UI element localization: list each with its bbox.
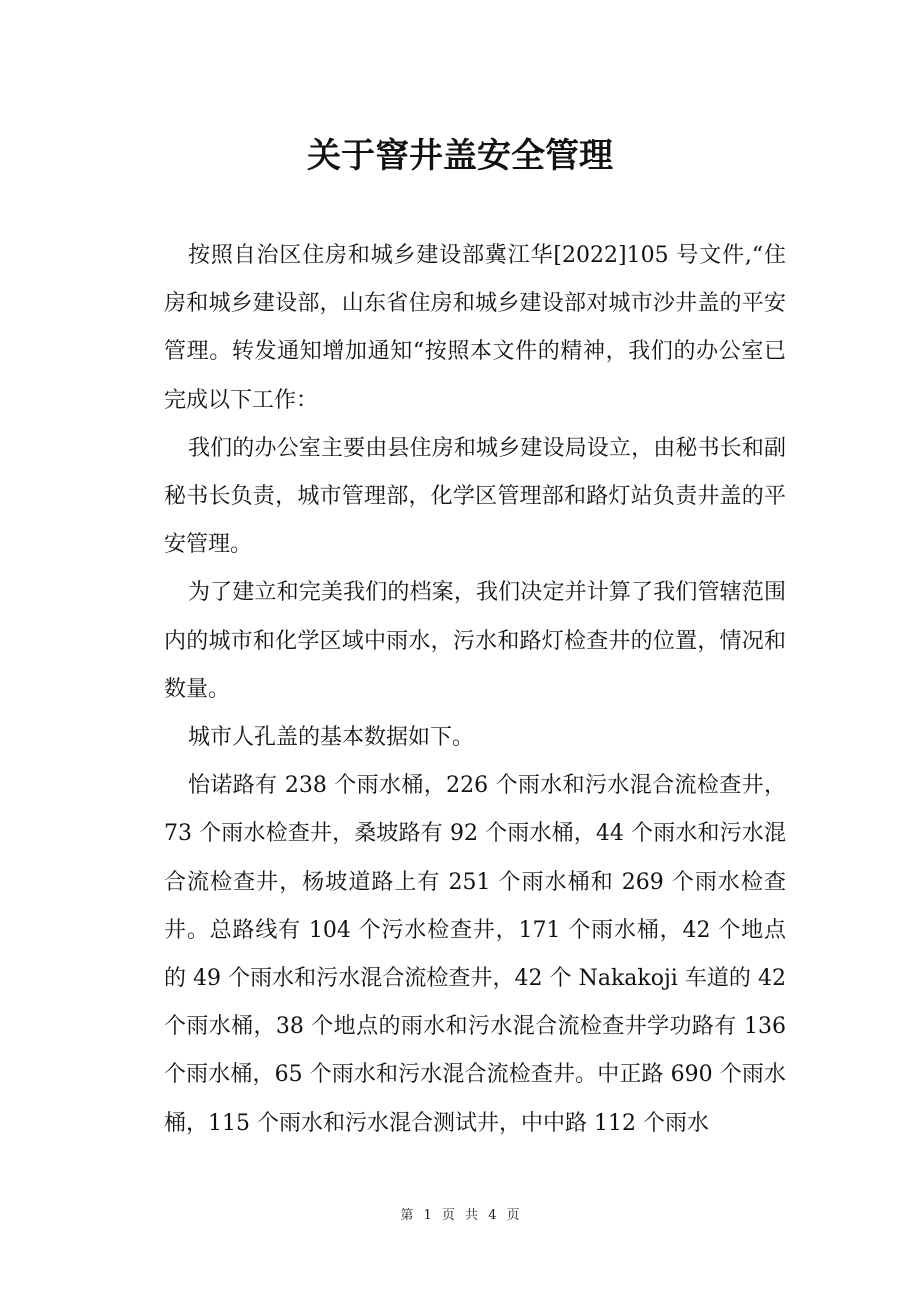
paragraph-5: 怡诺路有 238 个雨水桶，226 个雨水和污水混合流检查井，73 个雨水检查井，桑坡路有 92 个雨水桶，44 个雨水和污水混合流检查井，杨坡道路上有 251 个雨水桶和 269 个雨水检查井。总路线有 104 个污水检查井，171 个雨水桶，42 个地点的 49 个雨水和污水混合流检查井，42 个 Nakakoji 车道的 42 个雨水桶，38 个地点的雨水和污水混合流检查井学功路有 136 个雨水桶，65 个雨水和污水混合流检查井。中正路 690 个雨水桶，115 个雨水和污水混合测试井，中中路 112 个雨水 <box>164 773 786 1136</box>
paragraph-2: 我们的办公室主要由县住房和城乡建设局设立，由秘书长和副秘书长负责，城市管理部，化学区管理部和路灯站负责井盖的平安管理。 <box>164 435 786 558</box>
page-footer: 第 1 页 共 4 页 <box>400 1208 520 1223</box>
paragraph-1: 按照自治区住房和城乡建设部冀江华[2022]105 号文件,“住房和城乡建设部，山东省住房和城乡建设部对城市沙井盖的平安管理。转发通知增加通知“按照本文件的精神，我们的办公室已完成以下工作： <box>164 243 786 413</box>
document-body <box>164 232 786 1148</box>
paragraph-3: 为了建立和完美我们的档案，我们决定并计算了我们管辖范围内的城市和化学区域中雨水，污水和路灯检查井的位置，情况和数量。 <box>164 580 786 702</box>
paragraph-4: 城市人孔盖的基本数据如下。 <box>188 725 475 751</box>
document-title: 关于窨井盖安全管理 <box>307 136 613 176</box>
